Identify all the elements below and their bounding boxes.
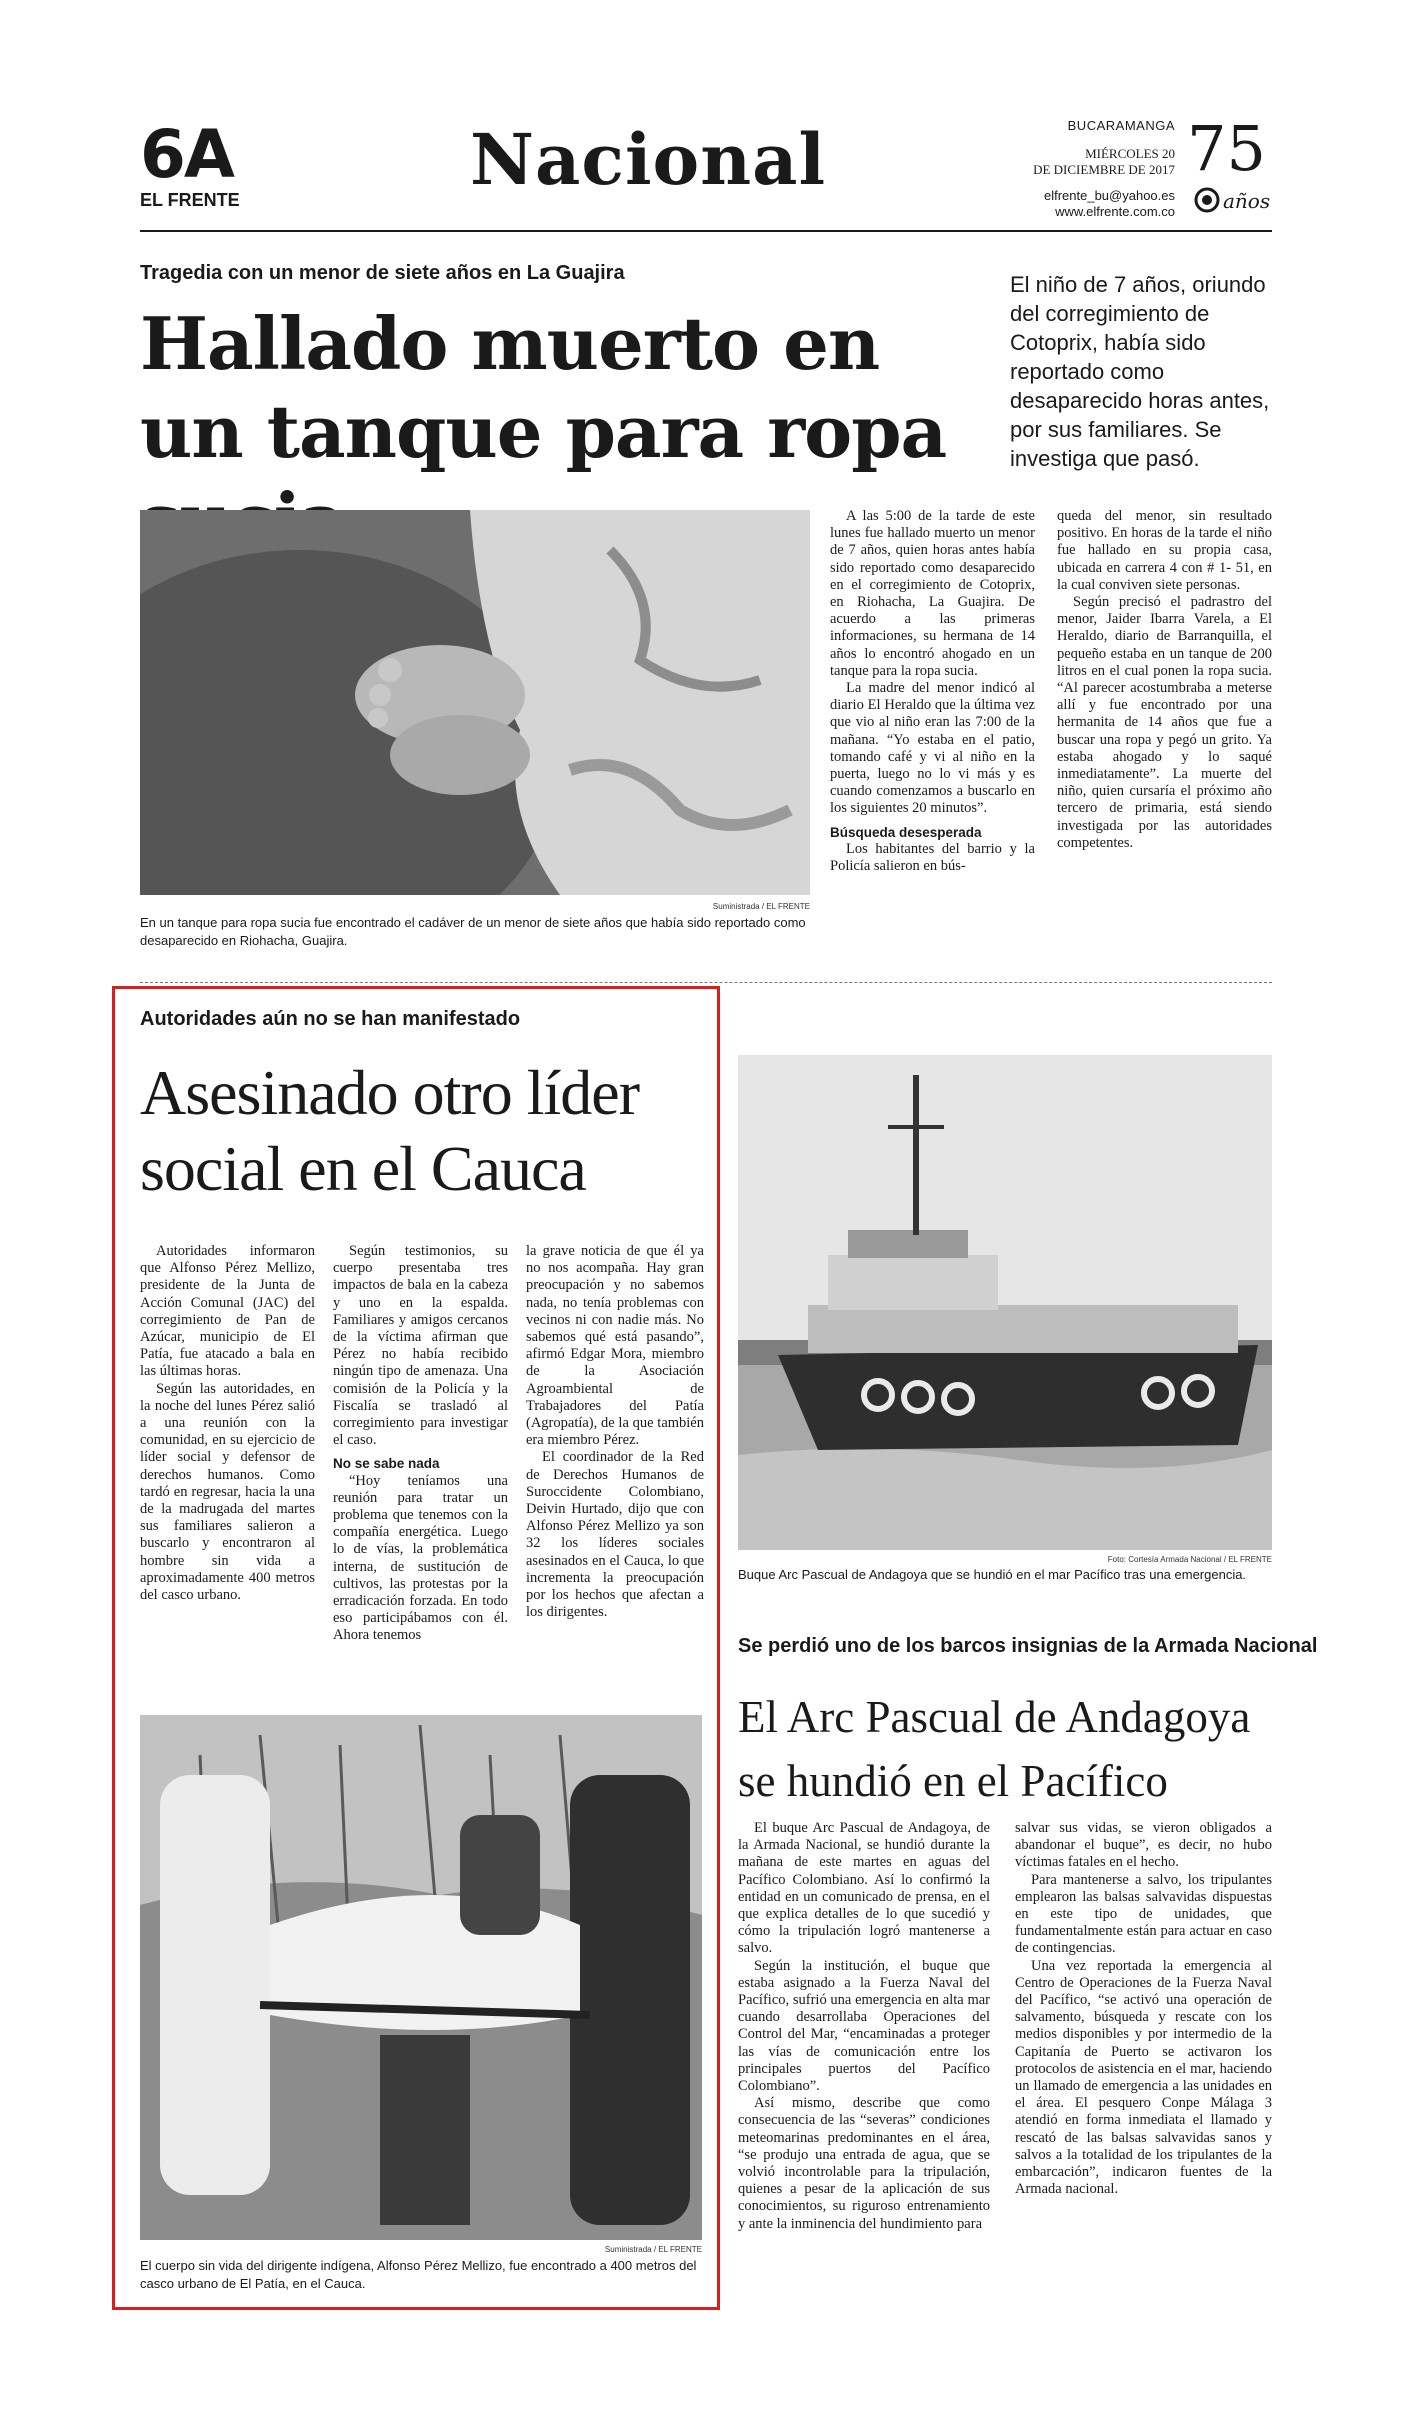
article3-paragraph: El buque Arc Pascual de Andagoya, de la Armada Nacional, se hundió durante la mañana de este martes en aguas del Pacífico Colombiano. Así lo confirmó la entidad en un comunicado de prensa, en el que explica detalles de lo que sucedió y cómo la tripulación logró mantenerse a salvo. <box>738 1820 990 1957</box>
article2-subhead: No se sabe nada <box>333 1456 440 1472</box>
article1-paragraph: La madre del menor indicó al diario El Heraldo que la última vez que vio al niño eran las 7:00 de la mañana. “Yo estaba en el patio, tomando café y vi al niño en la puerta, luego no lo vi más y es cuando comenzamos a buscarlo en los siguientes 20 minutos”. <box>830 680 1035 817</box>
article1-paragraph: Según precisó el padrastro del menor, Jaider Ibarra Varela, a El Heraldo, diario de Barranquilla, el pequeño estaba en un tanque de 200 litros en el cual ponen la ropa sucia. “Al parecer acostumbraba a meterse allí y fue encontrado por una hermanita de 14 años que fue a buscar una ropa y pegó un grito. Ya estaba ahogado y lo saqué inmediatamente”. La muerte del niño, quien cursaría el próximo año tercero de primaria, está siendo investigada por las autoridades competentes. <box>1057 594 1272 851</box>
anniversary-number: 75 <box>1187 112 1266 185</box>
article3-photo <box>738 1055 1272 1550</box>
article2-paragraph: Según testimonios, su cuerpo presentaba tres impactos de bala en la cabeza y uno en la espalda. Familiares y amigos cercanos de la víctima afirman que Pérez no había recibido ningún tipo de amenaza. Una comisión de la Policía y la Fiscalía se trasladó al corregimiento para investigar el caso. <box>333 1243 508 1449</box>
article1-paragraph: queda del menor, sin resultado positivo. En horas de la tarde el niño fue hallado en su propia casa, ubicada en carrera 4 con # 1- 51, en la cual conviven siete personas. <box>1057 508 1272 593</box>
stretcher-scene-illustration <box>140 1715 702 2240</box>
article1-paragraph: Los habitantes del barrio y la Policía salieron en bús- <box>830 840 1035 875</box>
article1-photo-credit: Suministrada / EL FRENTE <box>712 902 810 911</box>
article1-caption: En un tanque para ropa sucia fue encontrado el cadáver de un menor de siete años que había sido reportado como desaparecido en Riohacha, Guajira. <box>140 915 806 948</box>
header-date-line2: DE DICIEMBRE DE 2017 <box>1033 162 1175 177</box>
article2-paragraph: la grave noticia de que él ya no nos acompaña. Hay gran preocupación y no sabemos nada, no tenía problemas con vecinos ni con nadie más. No sabemos qué está pasando”, afirmó Edgar Mora, miembro de la Asociación Agroambiental de Trabajadores del Patía (Agropatía), de la que también era miembro Pérez. <box>526 1243 704 1449</box>
anniversary-logo <box>1185 110 1275 220</box>
anniversary-word: años <box>1223 189 1271 213</box>
article1-headline[interactable]: Hallado muerto en un tanque para ropa <box>140 301 947 474</box>
article1-subhead: Búsqueda desesperada <box>830 824 982 840</box>
article3-column2 <box>1015 1820 1272 2198</box>
feet-under-cloth-illustration <box>140 510 810 895</box>
article2-column3 <box>526 1243 704 1621</box>
section-title: Nacional <box>470 118 827 201</box>
page-number: 6A <box>140 116 234 193</box>
article3-paragraph: Para mantenerse a salvo, los tripulantes emplearon las balsas salvavidas dispuestas en este tipo de unidades, que fundamentalmente están para actuar en caso de contingencias. <box>1015 1871 1272 1957</box>
brand-name: EL FRENTE <box>140 190 240 210</box>
header-rule <box>140 230 1272 232</box>
article2-photo-credit: Suministrada / EL FRENTE <box>604 2245 702 2254</box>
article1-photo <box>140 510 810 895</box>
section-divider <box>140 982 1272 983</box>
article3-kicker: Se perdió uno de los barcos insignias de la Armada Nacional <box>738 1635 1318 1657</box>
article3-paragraph: salvar sus vidas, se vieron obligados a abandonar el buque”, es decir, no hubo víctimas fatales en el hecho. <box>1015 1820 1272 1871</box>
article3-paragraph: Una vez reportada la emergencia al Centro de Operaciones de la Fuerza Naval del Pacífico, “se activó una operación de salvamento, búsqueda y rescate con los medios disponibles y por intermedio de la Capitanía de Puerto se activaron los protocolos de asistencia en el mar, haciendo un llamado de emergencia a las unidades en el área. El pesquero Conpe Málaga 3 atendió en forma inmediata el llamado y rescató de las balsas salvavidas sanos y salvos a la totalidad de los tripulantes de la embarcación”, indicaron fuentes de la Armada nacional. <box>1015 1957 1272 2198</box>
article2-paragraph: “Hoy teníamos una reunión para tratar un problema que tenemos con la compañía energética. Luego lo de vías, la problemática interna, de sustitución de cultivos, las protestas por la erradicación forzada. En todo eso participábamos con él. Ahora tenemos <box>333 1472 508 1644</box>
article1-deck: El niño de 7 años, oriundo del corregimiento de Cotoprix, había sido reportado como desaparecido horas antes, por sus familiares. Se investiga que pasó. <box>1010 272 1270 471</box>
article2-column1 <box>140 1243 315 1604</box>
article3-caption: Buque Arc Pascual de Andagoya que se hundió en el mar Pacífico tras una emergencia. <box>738 1567 1247 1582</box>
article3-paragraph: Así mismo, describe que como consecuencia de las “severas” condiciones meteomarinas predominantes en el área, “se produjo una entrada de agua, que se volvió incontrolable para la tripulación, quienes a pesar de la aplicación de sus conocimientos, su riguroso entrenamiento y ante la inminencia del hundimiento para <box>738 2095 990 2232</box>
ship-illustration <box>738 1055 1272 1550</box>
header-date-line1: MIÉRCOLES 20 <box>1085 146 1175 161</box>
article2-photo <box>140 1715 702 2240</box>
article1-column1 <box>830 508 1035 875</box>
header-website[interactable]: www.elfrente.com.co <box>1055 204 1175 219</box>
article2-column2 <box>333 1243 508 1645</box>
article3-headline[interactable]: El Arc Pascual de Andagoya se hundió en el Pacífico <box>738 1692 1251 1806</box>
article2-paragraph: Según las autoridades, en la noche del lunes Pérez salió a una reunión con la comunidad, en su ejercicio de líder social y defensor de derechos humanos. Como tardó en regresar, hacia la una de la madrugada del martes sus familiares salieron a buscarlo y encontraron al hombre sin vida a aproximadamente 400 metros del casco urbano. <box>140 1380 315 1604</box>
article2-kicker: Autoridades aún no se han manifestado <box>140 1008 521 1030</box>
article3-column1 <box>738 1820 990 2233</box>
header-city: BUCARAMANGA <box>1067 118 1175 133</box>
article1-kicker: Tragedia con un menor de siete años en La Guajira <box>140 262 625 284</box>
article3-paragraph: Según la institución, el buque que estaba asignado a la Fuerza Naval del Pacífico, sufrió una emergencia en alta mar cuando desarrollaba Operaciones del Control del Mar, “encaminadas a proteger las vías de comunicación entre los principales puertos del Pacífico Colombiano”. <box>738 1957 990 2095</box>
article2-caption: El cuerpo sin vida del dirigente indígena, Alfonso Pérez Mellizo, fue encontrado a 400 metros del casco urbano de El Patía, en el Cauca. <box>140 2258 697 2291</box>
article1-column2 <box>1057 508 1272 852</box>
header-email[interactable]: elfrente_bu@yahoo.es <box>1043 188 1175 203</box>
article1-paragraph: A las 5:00 de la tarde de este lunes fue hallado muerto un menor de 7 años, quien horas antes había sido reportado como desaparecido en el corregimiento de Cotoprix, en Riohacha, La Guajira. De acuerdo a las primeras informaciones, su hermana de 14 años lo encontró ahogado en un tanque para la ropa sucia. <box>830 508 1035 679</box>
article3-photo-credit: Foto: Cortesía Armada Nacional / EL FRENTE <box>1107 1555 1272 1564</box>
article2-paragraph: El coordinador de la Red de Derechos Humanos de Suroccidente Colombiano, Deivin Hurtado, dijo que con Alfonso Pérez Mellizo ya son 32 los líderes sociales asesinados en el Cauca, lo que incrementa la preocupación por los hechos que afectan a los dirigentes. <box>526 1449 704 1621</box>
article2-headline[interactable]: Asesinado otro líder social en el Cauca <box>140 1057 639 1204</box>
article2-paragraph: Autoridades informaron que Alfonso Pérez Mellizo, presidente de la Junta de Acción Comunal (JAC) del corregimiento de Pan de Azúcar, municipio de El Patía, fue atacado a bala en las últimas horas. <box>140 1243 315 1380</box>
